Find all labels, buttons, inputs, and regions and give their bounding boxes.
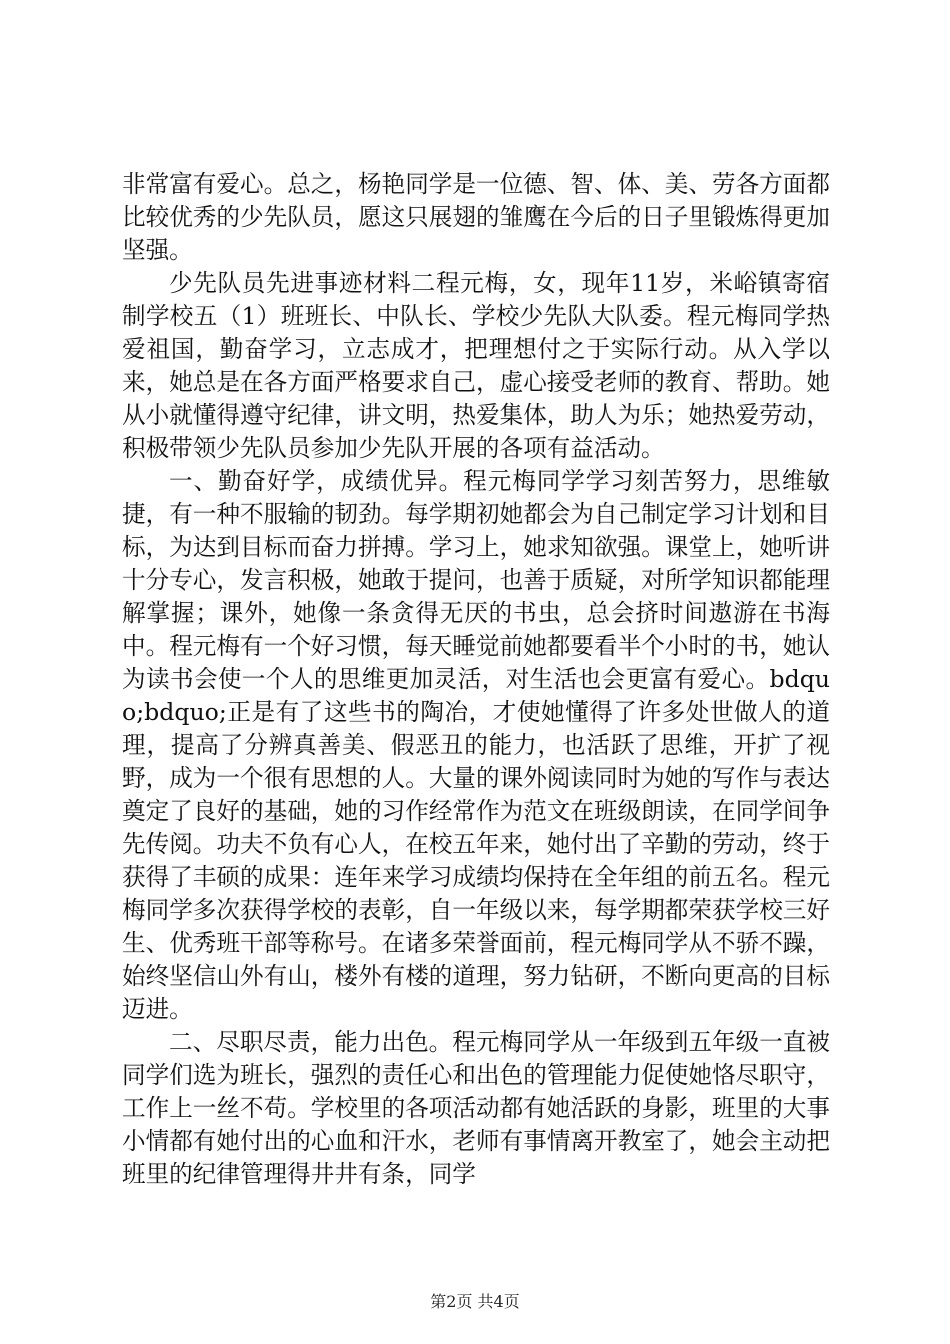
paragraph-section-two: 二、尽职尽责，能力出色。程元梅同学从一年级到五年级一直被同学们选为班长，强烈的责任心和出色的管理能力促使她恪尽职守，工作上一丝不苟。学校里的各项活动都有她活跃的身影，班里的大事小情都有她付出的心血和汗水，老师有事情离开教室了，她会主动把班里的纪律管理得井井有条，同学 [122,1028,830,1188]
paragraph-section-one: 一、勤奋好学，成绩优异。程元梅同学学习刻苦努力，思维敏捷，有一种不服输的韧劲。每学期初她都会为自己制定学习计划和目标，为达到目标而奋力拼搏。学习上，她求知欲强。课堂上，她听讲十分专心，发言积极，她敢于提问，也善于质疑，对所学知识都能理解掌握；课外，她像一条贪得无厌的书虫，总会挤时间遨游在书海中。程元梅有一个好习惯，每天睡觉前她都要看半个小时的书，她认为读书会使一个人的思维更加灵活，对生活也会更富有爱心。bdquo;bdquo;正是有了这些书的陶冶，才使她懂得了许多处世做人的道理，提高了分辨真善美、假恶丑的能力，也活跃了思维，开扩了视野，成为一个很有思想的人。大量的课外阅读同时为她的写作与表达奠定了良好的基础，她的习作经常作为范文在班级朗读，在同学间争先传阅。功夫不负有心人，在校五年来，她付出了辛勤的劳动，终于获得了丰硕的成果：连年来学习成绩均保持在全年组的前五名。程元梅同学多次获得学校的表彰，自一年级以来，每学期都荣获学校三好生、优秀班干部等称号。在诸多荣誉面前，程元梅同学从不骄不躁，始终坚信山外有山，楼外有楼的道理，努力钻研，不断向更高的目标迈进。 [122,467,830,1023]
document-body [122,168,830,1191]
paragraph-intro: 少先队员先进事迹材料二程元梅，女，现年11岁，米峪镇寄宿制学校五（1）班班长、中队长、学校少先队大队委。程元梅同学热爱祖国，勤奋学习，立志成才，把理想付之于实际行动。从入学以来，她总是在各方面严格要求自己，虚心接受老师的教育、帮助。她从小就懂得遵守纪律，讲文明，热爱集体，助人为乐；她热爱劳动，积极带领少先队员参加少先队开展的各项有益活动。 [122,269,830,462]
page-footer: 第2页 共4页 [430,1292,520,1311]
paragraph-continuation: 非常富有爱心。总之，杨艳同学是一位德、智、体、美、劳各方面都比较优秀的少先队员，愿这只展翅的雏鹰在今后的日子里锻炼得更加坚强。 [122,170,830,264]
